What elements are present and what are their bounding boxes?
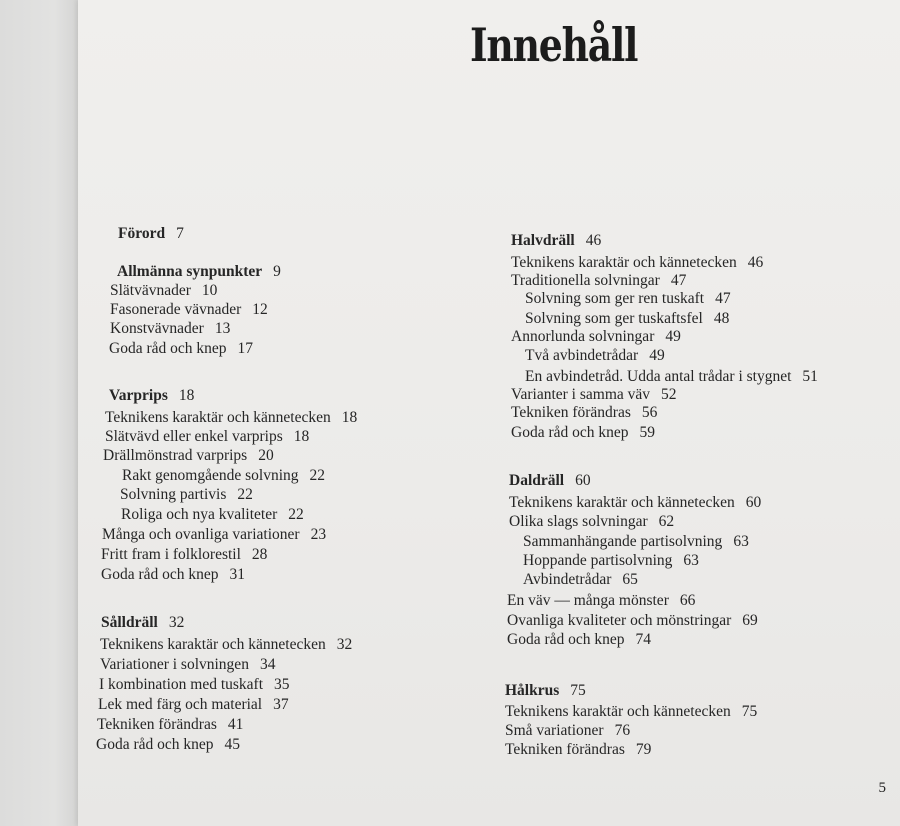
- toc-entry-title: Goda råd och knep: [96, 736, 214, 753]
- toc-page-number: 60: [745, 494, 762, 511]
- toc-page-number: 60: [575, 472, 591, 489]
- toc-page-number: 59: [639, 424, 655, 441]
- toc-subsection-entry: [523, 533, 749, 551]
- toc-subsection-entry: [523, 552, 699, 570]
- toc-page-number: 32: [168, 614, 185, 631]
- toc-entry: [110, 320, 230, 338]
- toc-page-number: 69: [742, 612, 758, 629]
- toc-page-number: 37: [273, 696, 289, 713]
- toc-page-number: 23: [310, 526, 327, 543]
- toc-entry-title: Teknikens karaktär och kännetecken: [511, 254, 737, 271]
- toc-page-number: 18: [293, 428, 310, 445]
- toc-entry-title: Slätvävnader: [110, 282, 191, 299]
- toc-chapter-heading: [101, 614, 184, 632]
- toc-entry: [110, 282, 217, 300]
- book-page: [78, 0, 900, 826]
- toc-entry-title: Tekniken förändras: [97, 716, 217, 733]
- toc-entry: [99, 676, 290, 694]
- toc-page-number: 18: [178, 387, 195, 404]
- toc-page-number: 13: [214, 320, 231, 337]
- toc-page-number: 49: [649, 347, 665, 364]
- toc-subsection-entry: [525, 290, 731, 308]
- toc-entry-title: Små variationer: [505, 722, 604, 739]
- toc-page-number: 22: [309, 467, 325, 484]
- toc-chapter-heading: [118, 225, 184, 243]
- toc-entry-title: En avbindetråd. Udda antal trådar i stygnet: [525, 368, 792, 385]
- toc-entry-title: Två avbindetrådar: [525, 347, 639, 364]
- toc-page-number: 47: [715, 290, 731, 307]
- toc-entry: [103, 447, 274, 465]
- toc-subsection-entry: [122, 467, 325, 485]
- toc-entry-title: Traditionella solvningar: [511, 272, 660, 289]
- toc-page-number: 12: [252, 301, 268, 318]
- page-title: Innehåll: [470, 18, 638, 72]
- toc-entry: [105, 428, 309, 446]
- toc-entry: [101, 546, 267, 564]
- toc-entry: [100, 636, 352, 654]
- toc-entry: [509, 513, 674, 531]
- toc-chapter-heading: [509, 472, 591, 490]
- toc-entry: [511, 328, 681, 346]
- toc-entry-title: Avbindetrådar: [523, 571, 612, 588]
- toc-entry: [98, 696, 289, 714]
- toc-entry-title: Lek med färg och material: [98, 696, 263, 713]
- toc-entry-title: Fritt fram i folklorestil: [101, 546, 241, 563]
- toc-page-number: 22: [237, 486, 253, 503]
- toc-chapter-heading: [117, 263, 281, 281]
- toc-subsection-entry: [120, 486, 253, 504]
- toc-page-number: 9: [273, 263, 281, 280]
- toc-entry-title: Många och ovanliga variationer: [102, 526, 300, 543]
- toc-entry: [101, 566, 245, 584]
- toc-entry: [97, 716, 243, 734]
- toc-page-number: 34: [259, 656, 276, 673]
- toc-entry-title: Sålldräll: [101, 614, 158, 631]
- toc-page-number: 17: [237, 340, 253, 357]
- toc-entry-title: En väv — många mönster: [507, 592, 669, 609]
- toc-entry-title: Teknikens karaktär och kännetecken: [100, 636, 326, 653]
- toc-page-number: 46: [585, 232, 602, 249]
- toc-entry-title: Solvning som ger tuskaftsfel: [525, 310, 703, 327]
- toc-page-number: 52: [661, 386, 677, 403]
- toc-entry-title: Solvning som ger ren tuskaft: [525, 290, 705, 307]
- toc-page-number: 79: [635, 741, 652, 758]
- toc-page-number: 10: [201, 282, 218, 299]
- toc-subsection-entry: [525, 310, 729, 328]
- toc-entry: [105, 409, 357, 427]
- toc-entry-title: Allmänna synpunkter: [117, 263, 263, 280]
- toc-entry: [110, 301, 268, 319]
- toc-entry-title: Daldräll: [509, 472, 565, 489]
- toc-page-number: 32: [336, 636, 353, 653]
- toc-page-number: 45: [224, 736, 240, 753]
- toc-entry-title: Fasonerade vävnader: [110, 301, 242, 318]
- toc-page-number: 56: [641, 404, 658, 421]
- toc-entry-title: I kombination med tuskaft: [99, 676, 264, 693]
- toc-entry-title: Goda råd och knep: [507, 631, 625, 648]
- toc-page-number: 20: [258, 447, 274, 464]
- toc-chapter-heading: [505, 682, 586, 700]
- toc-entry-title: Varprips: [109, 387, 168, 404]
- toc-entry: [507, 631, 651, 649]
- toc-entry: [505, 703, 757, 721]
- toc-entry-title: Rakt genomgående solvning: [122, 467, 299, 484]
- toc-page-number: 18: [341, 409, 358, 426]
- toc-entry: [109, 340, 253, 358]
- toc-page-number: 47: [670, 272, 687, 289]
- toc-entry-title: Roliga och nya kvaliteter: [121, 506, 278, 523]
- toc-page-number: 76: [614, 722, 631, 739]
- toc-entry: [511, 386, 677, 404]
- toc-page-number: 22: [288, 506, 304, 523]
- toc-entry-title: Tekniken förändras: [511, 404, 631, 421]
- toc-entry-title: Goda råd och knep: [109, 340, 227, 357]
- toc-entry-title: Hålkrus: [505, 682, 560, 699]
- toc-page-number: 66: [679, 592, 696, 609]
- toc-chapter-heading: [511, 232, 601, 250]
- toc-entry: [511, 272, 686, 290]
- toc-entry-title: Halvdräll: [511, 232, 575, 249]
- toc-entry-title: Konstvävnader: [110, 320, 204, 337]
- toc-page-number: 35: [274, 676, 290, 693]
- toc-page-number: 48: [713, 310, 730, 327]
- toc-entry-title: Olika slags solvningar: [509, 513, 648, 530]
- toc-entry-title: Teknikens karaktär och kännetecken: [105, 409, 331, 426]
- toc-entry-title: Sammanhängande partisolvning: [523, 533, 723, 550]
- toc-page-number: 7: [176, 225, 184, 242]
- toc-entry-title: Drällmönstrad varprips: [103, 447, 248, 464]
- page-number: 5: [878, 780, 886, 796]
- toc-subsection-entry: [525, 347, 665, 365]
- toc-page-number: 28: [251, 546, 268, 563]
- toc-page-number: 74: [635, 631, 651, 648]
- toc-entry-title: Teknikens karaktär och kännetecken: [509, 494, 735, 511]
- toc-entry-title: Slätvävd eller enkel varprips: [105, 428, 283, 445]
- toc-entry: [507, 612, 758, 630]
- toc-subsection-entry: [121, 506, 304, 524]
- previous-page-edge: [0, 0, 78, 826]
- toc-subsection-entry: [525, 368, 818, 386]
- toc-entry-title: Tekniken förändras: [505, 741, 625, 758]
- toc-entry: [511, 404, 657, 422]
- toc-entry-title: Förord: [118, 225, 166, 242]
- toc-page-number: 62: [658, 513, 675, 530]
- toc-page-number: 63: [733, 533, 749, 550]
- toc-entry: [509, 494, 761, 512]
- toc-entry: [96, 736, 240, 754]
- toc-page-number: 41: [227, 716, 244, 733]
- toc-entry-title: Varianter i samma väv: [511, 386, 651, 403]
- toc-entry: [511, 254, 763, 272]
- toc-entry: [505, 722, 630, 740]
- toc-entry: [507, 592, 695, 610]
- toc-entry-title: Solvning partivis: [120, 486, 227, 503]
- toc-chapter-heading: [109, 387, 194, 405]
- toc-subsection-entry: [523, 571, 638, 589]
- toc-entry-title: Teknikens karaktär och kännetecken: [505, 703, 731, 720]
- toc-page-number: 46: [747, 254, 764, 271]
- toc-entry-title: Goda råd och knep: [511, 424, 629, 441]
- toc-page-number: 63: [683, 552, 699, 569]
- toc-page-number: 75: [741, 703, 758, 720]
- toc-entry: [511, 424, 655, 442]
- toc-entry-title: Annorlunda solvningar: [511, 328, 655, 345]
- toc-page-number: 49: [665, 328, 681, 345]
- toc-entry: [102, 526, 326, 544]
- toc-entry: [505, 741, 651, 759]
- toc-page-number: 75: [570, 682, 586, 699]
- toc-entry-title: Variationer i solvningen: [100, 656, 249, 673]
- toc-page-number: 51: [802, 368, 818, 385]
- toc-entry: [100, 656, 275, 674]
- toc-entry-title: Hoppande partisolvning: [523, 552, 673, 569]
- toc-entry-title: Ovanliga kvaliteter och mönstringar: [507, 612, 732, 629]
- toc-entry-title: Goda råd och knep: [101, 566, 219, 583]
- toc-page-number: 31: [229, 566, 245, 583]
- toc-page-number: 65: [622, 571, 638, 588]
